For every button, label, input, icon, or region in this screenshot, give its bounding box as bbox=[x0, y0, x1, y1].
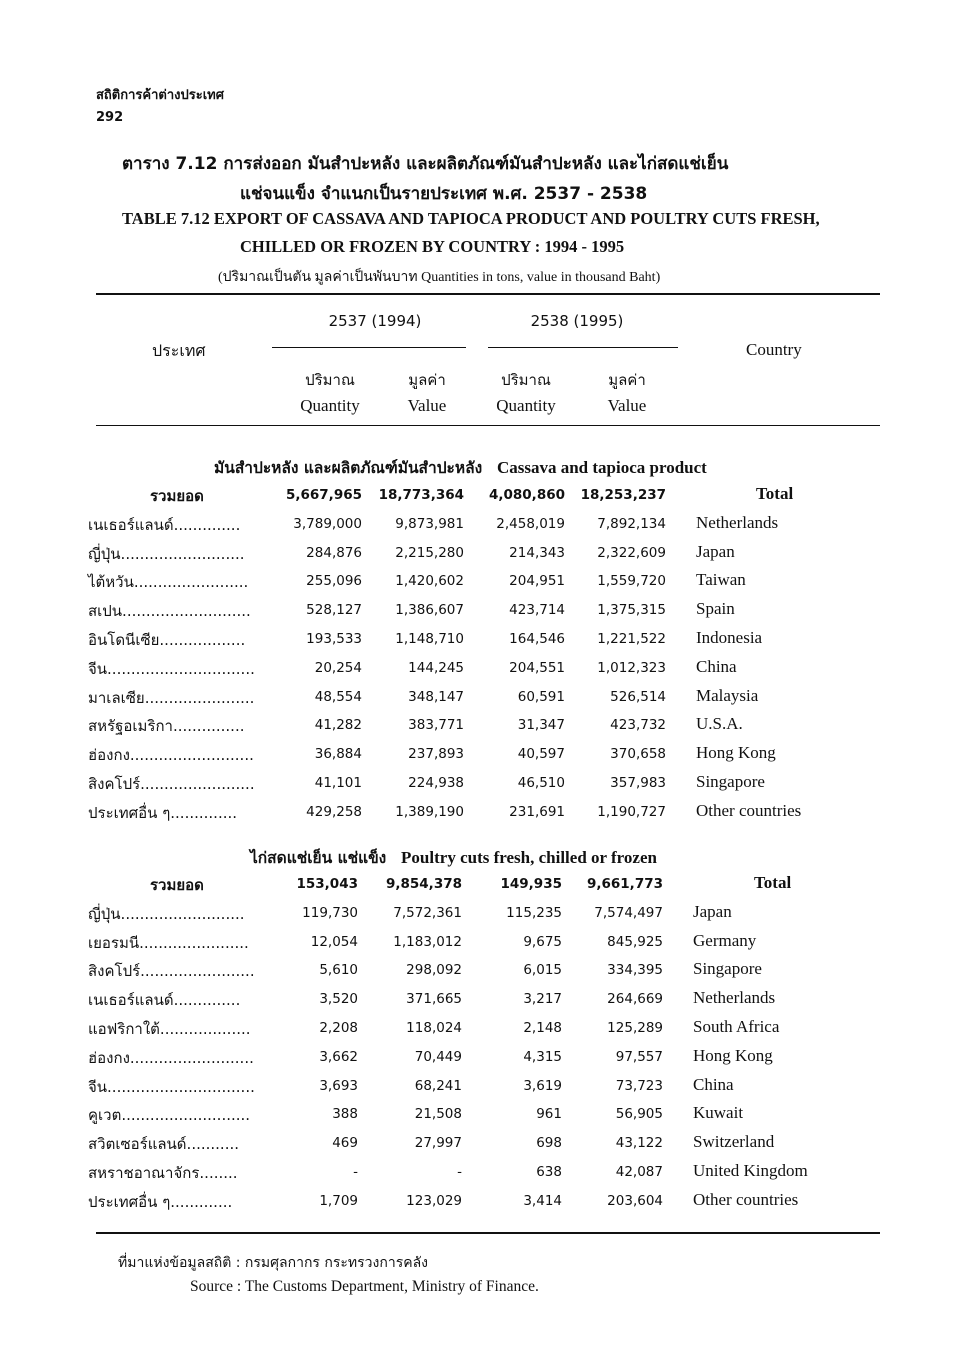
country-thai-cell: ฮ่องกง.......................... bbox=[88, 1048, 254, 1067]
country-thai-cell: สหราชอาณาจักร........ bbox=[88, 1164, 238, 1182]
value-1994-cell: 348,147 bbox=[408, 688, 464, 705]
value-1995-cell: 18,253,237 bbox=[580, 487, 666, 503]
value-1995-cell: 42,087 bbox=[615, 1164, 663, 1180]
quantity-1994-cell: 1,709 bbox=[319, 1192, 358, 1209]
table-row bbox=[0, 542, 966, 570]
quantity-1994-cell: 5,667,965 bbox=[285, 487, 362, 503]
value-1994-cell: 224,938 bbox=[408, 775, 464, 791]
quantity-1994-cell: 2,208 bbox=[319, 1020, 358, 1036]
value-1995-cell: 845,925 bbox=[607, 933, 663, 950]
running-header: สถิติการค้าต่างประเทศ bbox=[96, 88, 224, 103]
quantity-1995-cell: 46,510 bbox=[517, 775, 565, 791]
value-1994-cell: 123,029 bbox=[406, 1192, 462, 1209]
country-thai-cell: เยอรมนี....................... bbox=[88, 933, 249, 952]
table-row bbox=[0, 1190, 966, 1218]
quantity-1994-cell: 3,693 bbox=[319, 1077, 358, 1094]
country-thai-cell: รวมยอด bbox=[150, 487, 204, 505]
quantity-1994-cell: - bbox=[353, 1164, 358, 1180]
quantity-1995-cell: 961 bbox=[536, 1106, 562, 1123]
title-english-line1: TABLE 7.12 EXPORT OF CASSAVA AND TAPIOCA PRODUCT AND POULTRY CUTS FRESH, bbox=[122, 209, 820, 228]
table-total-row bbox=[0, 484, 966, 512]
table-row bbox=[0, 657, 966, 685]
country-english-cell: Hong Kong bbox=[693, 1045, 773, 1065]
header-bottom-rule bbox=[96, 425, 880, 426]
value-1995-cell: 1,559,720 bbox=[597, 573, 666, 590]
quantity-1995-cell: 423,714 bbox=[509, 602, 565, 619]
table-row bbox=[0, 988, 966, 1016]
value-1995-cell: 1,012,323 bbox=[597, 659, 666, 676]
value-1994-cell: 371,665 bbox=[406, 991, 462, 1008]
value-1995-cell: 73,723 bbox=[615, 1077, 663, 1094]
quantity-1995-cell: 231,691 bbox=[509, 803, 565, 820]
quantity-1995-cell: 698 bbox=[536, 1135, 562, 1152]
quantity-1994-cell: 3,662 bbox=[319, 1048, 358, 1065]
value-1995-cell: 43,122 bbox=[615, 1135, 663, 1152]
quantity-1994-cell: 12,054 bbox=[310, 933, 358, 950]
value-1995-cell: 264,669 bbox=[607, 991, 663, 1008]
country-english-cell: Netherlands bbox=[693, 988, 776, 1008]
country-english-cell: Kuwait bbox=[693, 1103, 744, 1123]
country-thai-cell: รวมยอด bbox=[150, 876, 204, 894]
quantity-1994-cell: 119,730 bbox=[302, 904, 358, 921]
value-1994-cell: 68,241 bbox=[414, 1077, 462, 1094]
value-1995-cell: 7,892,134 bbox=[597, 515, 666, 532]
table-row bbox=[0, 743, 966, 771]
country-thai-cell: สหรัฐอเมริกา............... bbox=[88, 717, 245, 736]
value-1994-cell: 21,508 bbox=[414, 1106, 462, 1123]
table-row bbox=[0, 1046, 966, 1074]
country-english-cell: Netherlands bbox=[696, 512, 779, 532]
quantity-1995-cell: 638 bbox=[536, 1164, 562, 1180]
quantity-1995-cell: 2,148 bbox=[523, 1020, 562, 1036]
value-1994-cell: - bbox=[457, 1164, 462, 1180]
value-1995-cell: 97,557 bbox=[615, 1048, 663, 1065]
value-english-header: Value bbox=[407, 396, 447, 415]
quantity-1994-cell: 36,884 bbox=[314, 746, 362, 763]
quantity-1994-cell: 469 bbox=[332, 1135, 358, 1152]
country-english-cell: Taiwan bbox=[696, 570, 746, 590]
value-1995-cell: 423,732 bbox=[610, 717, 666, 734]
quantity-1994-cell: 41,101 bbox=[314, 775, 362, 791]
value-1994-cell: 1,183,012 bbox=[393, 933, 462, 950]
country-english-cell: Other countries bbox=[696, 800, 802, 820]
quantity-1994-cell: 20,254 bbox=[314, 659, 362, 676]
quantity-english-header-2: Quantity bbox=[496, 396, 556, 415]
quantity-1995-cell: 2,458,019 bbox=[496, 515, 565, 532]
country-thai-cell: แอฟริกาใต้................... bbox=[88, 1020, 251, 1038]
quantity-thai-header-2: ปริมาณ bbox=[501, 371, 551, 389]
value-1994-cell: 1,386,607 bbox=[395, 602, 464, 619]
country-english-cell: Japan bbox=[693, 901, 732, 921]
quantity-1995-cell: 204,951 bbox=[509, 573, 565, 590]
quantity-1994-cell: 193,533 bbox=[306, 631, 362, 647]
value-1994-cell: 2,215,280 bbox=[395, 544, 464, 561]
country-english-cell: Total bbox=[754, 873, 792, 892]
quantity-1994-cell: 5,610 bbox=[319, 962, 358, 979]
quantity-english-header: Quantity bbox=[300, 396, 360, 415]
title-thai-line2: แช่จนแข็ง จำแนกเป็นรายประเทศ พ.ศ. 2537 - 2538 bbox=[240, 184, 648, 204]
country-english-cell: Hong Kong bbox=[696, 743, 776, 763]
country-thai-cell: ไต้หวัน........................ bbox=[88, 573, 249, 592]
source-english: Source : The Customs Department, Ministry of Finance. bbox=[190, 1278, 539, 1295]
country-english-cell: Indonesia bbox=[696, 628, 763, 647]
top-rule bbox=[96, 293, 880, 295]
table-row bbox=[0, 1017, 966, 1045]
value-1994-cell: 7,572,361 bbox=[393, 904, 462, 921]
table-row bbox=[0, 599, 966, 627]
country-thai-cell: จีน............................... bbox=[88, 1077, 255, 1096]
value-1994-cell: 144,245 bbox=[408, 659, 464, 676]
country-thai-cell: ญี่ปุ่น.......................... bbox=[88, 544, 245, 563]
year2-underline bbox=[488, 347, 678, 348]
country-thai-cell: สิงคโปร์........................ bbox=[88, 775, 255, 793]
country-thai-cell: ประเทศอื่น ๆ............. bbox=[88, 1192, 233, 1211]
title-thai-line1: ตาราง 7.12 การส่งออก มันสำปะหลัง และผลิตภัณฑ์มันสำปะหลัง และไก่สดแช่เย็น bbox=[122, 154, 729, 174]
country-thai-cell: สวิตเซอร์แลนด์........... bbox=[88, 1135, 239, 1154]
value-1994-cell: 1,148,710 bbox=[395, 631, 464, 647]
value-1994-cell: 1,389,190 bbox=[395, 803, 464, 820]
value-1995-cell: 370,658 bbox=[610, 746, 666, 763]
quantity-1994-cell: 48,554 bbox=[314, 688, 362, 705]
country-english-cell: United Kingdom bbox=[693, 1161, 808, 1180]
table-row bbox=[0, 1161, 966, 1189]
quantity-1995-cell: 149,935 bbox=[500, 876, 562, 892]
table-row bbox=[0, 513, 966, 541]
value-1995-cell: 334,395 bbox=[607, 962, 663, 979]
quantity-1995-cell: 40,597 bbox=[517, 746, 565, 763]
value-1994-cell: 70,449 bbox=[414, 1048, 462, 1065]
quantity-1995-cell: 3,217 bbox=[523, 991, 562, 1008]
value-1994-cell: 9,854,378 bbox=[385, 876, 462, 892]
value-1995-cell: 1,221,522 bbox=[597, 631, 666, 647]
table-row bbox=[0, 959, 966, 987]
country-thai-cell: เนเธอร์แลนด์.............. bbox=[88, 991, 241, 1010]
value-1994-cell: 9,873,981 bbox=[395, 515, 464, 532]
country-english-cell: Germany bbox=[693, 930, 757, 950]
section-heading-poultry bbox=[250, 845, 657, 870]
quantity-1995-cell: 214,343 bbox=[509, 544, 565, 561]
bottom-rule bbox=[96, 1232, 880, 1234]
country-english-cell: U.S.A. bbox=[696, 714, 743, 734]
value-thai-header-2: มูลค่า bbox=[608, 371, 646, 389]
quantity-1995-cell: 6,015 bbox=[523, 962, 562, 979]
country-english-cell: Total bbox=[756, 484, 794, 503]
quantity-1994-cell: 153,043 bbox=[296, 876, 358, 892]
quantity-1994-cell: 41,282 bbox=[314, 717, 362, 734]
value-1995-cell: 1,190,727 bbox=[597, 803, 666, 820]
title-english-line2: CHILLED OR FROZEN BY COUNTRY : 1994 - 1995 bbox=[240, 237, 625, 256]
section-heading-english: Poultry cuts fresh, chilled or frozen bbox=[401, 848, 657, 867]
country-thai-header: ประเทศ bbox=[152, 341, 206, 360]
value-1995-cell: 56,905 bbox=[615, 1106, 663, 1123]
quantity-1995-cell: 9,675 bbox=[523, 933, 562, 950]
table-row bbox=[0, 570, 966, 598]
country-english-cell: China bbox=[693, 1074, 734, 1094]
quantity-1994-cell: 388 bbox=[332, 1106, 358, 1123]
country-thai-cell: สิงคโปร์........................ bbox=[88, 962, 255, 981]
table-row bbox=[0, 801, 966, 829]
table-row bbox=[0, 1075, 966, 1103]
country-thai-cell: จีน............................... bbox=[88, 659, 255, 678]
country-english-cell: South Africa bbox=[693, 1017, 780, 1036]
value-1994-cell: 237,893 bbox=[408, 746, 464, 763]
quantity-1995-cell: 115,235 bbox=[506, 904, 562, 921]
quantity-1994-cell: 528,127 bbox=[306, 602, 362, 619]
table-total-row bbox=[0, 873, 966, 901]
quantity-1994-cell: 255,096 bbox=[306, 573, 362, 590]
country-thai-cell: สเปน........................... bbox=[88, 602, 251, 621]
country-thai-cell: ประเทศอื่น ๆ.............. bbox=[88, 803, 238, 822]
value-1995-cell: 1,375,315 bbox=[597, 602, 666, 619]
quantity-1994-cell: 429,258 bbox=[306, 803, 362, 820]
value-1995-cell: 526,514 bbox=[610, 688, 666, 705]
section-heading-cassava bbox=[214, 455, 707, 480]
table-row bbox=[0, 1103, 966, 1131]
section-heading-english: Cassava and tapioca product bbox=[496, 458, 707, 477]
value-1994-cell: 18,773,364 bbox=[378, 487, 464, 503]
table-row bbox=[0, 931, 966, 959]
year2-header: 2538 (1995) bbox=[530, 312, 624, 330]
year1-underline bbox=[272, 347, 466, 348]
country-thai-cell: ฮ่องกง.......................... bbox=[88, 746, 254, 765]
country-thai-cell: อินโดนีเซีย.................. bbox=[88, 631, 246, 649]
country-thai-cell: มาเลเซีย....................... bbox=[88, 688, 255, 707]
table-row bbox=[0, 628, 966, 656]
table-row bbox=[0, 902, 966, 930]
quantity-1995-cell: 204,551 bbox=[509, 659, 565, 676]
value-1995-cell: 9,661,773 bbox=[586, 876, 663, 892]
country-english-cell: Malaysia bbox=[696, 685, 759, 705]
value-1994-cell: 383,771 bbox=[408, 717, 464, 734]
country-english-cell: China bbox=[696, 656, 737, 676]
value-1994-cell: 1,420,602 bbox=[395, 573, 464, 590]
section-heading-thai: มันสำปะหลัง และผลิตภัณฑ์มันสำปะหลัง bbox=[214, 459, 483, 477]
quantity-1995-cell: 3,619 bbox=[523, 1077, 562, 1094]
country-thai-cell: ญี่ปุ่น.......................... bbox=[88, 904, 245, 923]
table-row bbox=[0, 686, 966, 714]
value-thai-header: มูลค่า bbox=[408, 371, 446, 389]
quantity-1995-cell: 3,414 bbox=[523, 1192, 562, 1209]
quantity-1994-cell: 3,789,000 bbox=[293, 515, 362, 532]
table-row bbox=[0, 1132, 966, 1160]
units-note: (ปริมาณเป็นตัน มูลค่าเป็นพันบาท Quantities in tons, value in thousand Baht) bbox=[218, 270, 661, 285]
value-1995-cell: 125,289 bbox=[607, 1020, 663, 1036]
value-1995-cell: 203,604 bbox=[607, 1192, 663, 1209]
country-english-cell: Spain bbox=[696, 599, 735, 619]
value-1995-cell: 2,322,609 bbox=[597, 544, 666, 561]
source-thai: ที่มาแห่งข้อมูลสถิติ : กรมศุลกากร กระทรวงการคลัง bbox=[118, 1255, 428, 1271]
section-heading-thai: ไก่สดแช่เย็น แช่แข็ง bbox=[250, 849, 387, 867]
quantity-1995-cell: 4,080,860 bbox=[488, 487, 565, 503]
quantity-1994-cell: 3,520 bbox=[319, 991, 358, 1008]
table-row bbox=[0, 714, 966, 742]
value-1995-cell: 357,983 bbox=[610, 775, 666, 791]
quantity-1995-cell: 60,591 bbox=[517, 688, 565, 705]
quantity-1994-cell: 284,876 bbox=[306, 544, 362, 561]
country-english-cell: Other countries bbox=[693, 1189, 799, 1209]
table-row bbox=[0, 772, 966, 800]
value-1995-cell: 7,574,497 bbox=[594, 904, 663, 921]
country-thai-cell: เนเธอร์แลนด์.............. bbox=[88, 515, 241, 534]
value-english-header-2: Value bbox=[607, 396, 647, 415]
quantity-1995-cell: 4,315 bbox=[523, 1048, 562, 1065]
quantity-thai-header: ปริมาณ bbox=[305, 371, 355, 389]
value-1994-cell: 27,997 bbox=[414, 1135, 462, 1152]
value-1994-cell: 298,092 bbox=[406, 962, 462, 979]
quantity-1995-cell: 31,347 bbox=[517, 717, 565, 734]
page-number: 292 bbox=[96, 110, 124, 125]
value-1994-cell: 118,024 bbox=[406, 1020, 462, 1036]
country-english-cell: Switzerland bbox=[693, 1132, 775, 1152]
country-english-cell: Singapore bbox=[696, 772, 765, 791]
year1-header: 2537 (1994) bbox=[328, 312, 422, 330]
country-english-cell: Japan bbox=[696, 541, 735, 561]
quantity-1995-cell: 164,546 bbox=[509, 631, 565, 647]
country-english-cell: Singapore bbox=[693, 959, 762, 979]
country-english-header: Country bbox=[746, 340, 802, 359]
country-thai-cell: คูเวต........................... bbox=[88, 1106, 251, 1125]
